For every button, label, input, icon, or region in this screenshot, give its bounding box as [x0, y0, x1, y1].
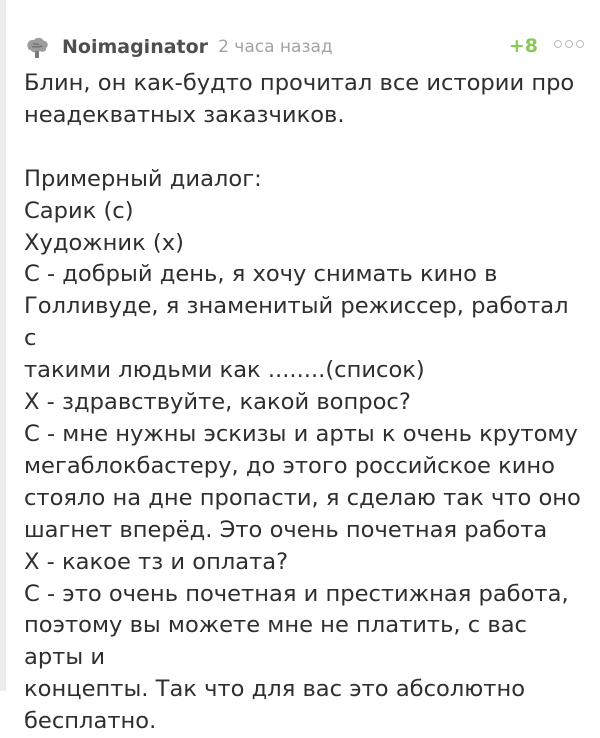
comment-header	[24, 28, 584, 66]
comment-rating: +8	[508, 35, 538, 57]
brain-avatar-icon[interactable]	[24, 35, 50, 59]
comment-author[interactable]: Noimaginator	[62, 36, 209, 58]
more-dots-icon[interactable]	[554, 40, 584, 48]
comment-time[interactable]: 2 часа назад	[218, 37, 333, 57]
thread-indent-stripe	[0, 0, 6, 691]
dot-icon	[554, 40, 562, 48]
dot-icon	[565, 40, 573, 48]
dot-icon	[576, 40, 584, 48]
comment	[24, 28, 584, 738]
comment-body: Блин, он как-будто прочитал все истории про неадекватных заказчиков. Примерный диалог: Сарик (с) Художник (х) С - добрый день, я хочу снимать кино в Голливуде, я знаменитый режиссер, работал с такими людьми как ........(список) Х - здравствуйте, какой вопрос? С - мне нужны эскизы и арты к очень крутому мегаблокбастеру, до этого российское кино стояло на дне пропасти, я сделаю так что оно шагнет вперёд. Это очень почетная работа Х - какое тз и оплата? С - это очень почетная и престижная работа, поэтому вы можете мне не платить, с вас арты и концепты. Так что для вас это абсолютно бесплатно.	[24, 70, 581, 735]
